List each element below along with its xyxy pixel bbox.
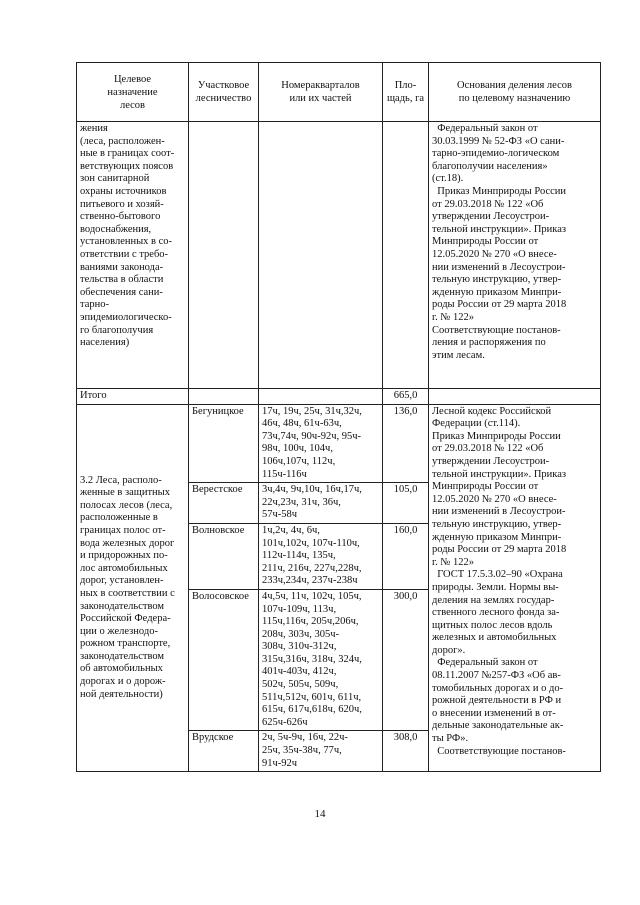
text-line: (ст.18). xyxy=(432,173,464,185)
text-line: 211ч, 216ч, 227ч,228ч, xyxy=(262,562,362,574)
text-line: ных в соответствии с xyxy=(80,587,175,599)
text-line: обеспечения сани- xyxy=(80,286,163,298)
text-line: Приказ Минприроды России xyxy=(432,430,561,442)
continuation-district xyxy=(189,122,259,389)
text-line: лесничество xyxy=(195,93,252,104)
text-line: жденную приказом Минпри- xyxy=(432,531,562,543)
text-line: Целевое xyxy=(113,73,152,85)
text-line: от 29.03.2018 № 122 «Об xyxy=(432,198,544,210)
text-line: 2ч, 5ч-9ч, 16ч, 22ч- xyxy=(262,732,348,744)
basis-paragraph xyxy=(432,123,597,186)
text-line: утверждении Лесоустрои- xyxy=(432,455,550,467)
text-line: 401ч-403ч, 412ч, xyxy=(262,666,337,678)
text-line: 08.11.2007 №257-ФЗ «Об ав- xyxy=(432,670,561,682)
text-line: ваниями законода- xyxy=(80,261,164,273)
text-line: полосах лесов (леса, xyxy=(80,499,173,511)
text-line: г. № 122» xyxy=(432,311,475,323)
text-line: эпидемиологическо- xyxy=(80,311,172,323)
continuation-area xyxy=(383,122,429,389)
text-line: роды России от 29 марта 2018 xyxy=(432,544,567,556)
text-line: вода железных дорог xyxy=(80,537,175,549)
text-line: 101ч,102ч, 107ч-110ч, xyxy=(262,537,360,549)
text-line: го благополучия xyxy=(80,324,154,336)
text-line: дельные законодательные ак- xyxy=(432,720,564,732)
table-header-row xyxy=(77,63,601,122)
text-line: зон санитарной xyxy=(80,173,150,185)
text-line: 115ч-116ч xyxy=(262,468,307,480)
district-name: Бегуницкое xyxy=(189,404,259,483)
header-area xyxy=(383,63,429,122)
text-line: от 29.03.2018 № 122 «Об xyxy=(432,443,544,455)
quarter-list xyxy=(259,404,383,483)
text-line: ственно-бытового xyxy=(80,211,161,223)
total-label: Итого xyxy=(77,389,189,405)
total-quarters xyxy=(259,389,383,405)
text-line: назначение xyxy=(107,86,158,98)
area-value: 300,0 xyxy=(383,589,429,731)
text-line: ГОСТ 17.5.3.02–90 «Охрана xyxy=(432,569,563,581)
text-line: Минприроды России от xyxy=(432,236,539,248)
text-line: тельства в области xyxy=(80,274,164,286)
text-line: щадь, га xyxy=(386,93,425,104)
text-line: тельную инструкцию, утвер- xyxy=(432,274,562,286)
header-basis xyxy=(429,63,601,122)
district-name: Врудское xyxy=(189,731,259,772)
text-line: 12.05.2020 № 270 «О внесе- xyxy=(432,248,557,260)
text-line: 91ч-92ч xyxy=(262,757,298,769)
text-line: о внесении изменений в от- xyxy=(432,707,556,719)
text-line: лесов xyxy=(119,99,146,111)
text-line: или их частей xyxy=(289,93,352,104)
continuation-basis xyxy=(429,122,601,389)
text-line: тарно-эпидемио-логическом xyxy=(432,148,560,160)
text-line: рожной деятельности в РФ и xyxy=(432,695,562,707)
text-line: тельной инструкции». Приказ xyxy=(432,468,567,480)
area-value: 105,0 xyxy=(383,483,429,524)
text-line: Приказ Минприроды России xyxy=(432,185,567,197)
area-value: 308,0 xyxy=(383,731,429,772)
district-name: Волосовское xyxy=(189,589,259,731)
text-line: об автомобильных xyxy=(80,663,163,675)
header-quarters xyxy=(259,63,383,122)
text-line: 625ч-626ч xyxy=(262,716,308,728)
section-basis xyxy=(429,404,601,772)
total-row xyxy=(77,389,601,405)
forest-purpose-table xyxy=(76,62,601,772)
text-line: законодательством xyxy=(80,650,165,662)
text-line: нии изменений в Лесоустрои- xyxy=(432,261,566,273)
text-line: дорогах и о дорож- xyxy=(80,676,166,688)
text-line: 115ч,116ч, 205ч,206ч, xyxy=(262,616,359,628)
district-name: Верестское xyxy=(189,483,259,524)
text-line: тельную инструкцию, утвер- xyxy=(432,518,562,530)
text-line: деления на землях государ- xyxy=(432,594,555,606)
text-line: жденную приказом Минпри- xyxy=(432,286,562,298)
text-line: 4ч,5ч, 11ч, 102ч, 105ч, xyxy=(262,590,362,602)
text-line: Минприроды России от xyxy=(432,481,539,493)
text-line: 12.05.2020 № 270 «О внесе- xyxy=(432,493,557,505)
text-line: тельной инструкции». Приказ xyxy=(432,223,567,235)
text-line: 208ч, 303ч, 305ч- xyxy=(262,628,340,640)
text-line: ные в границах соот- xyxy=(80,148,175,160)
text-line: Федеральный закон от xyxy=(432,123,538,134)
quarter-list xyxy=(259,483,383,524)
text-line: Пло- xyxy=(394,80,417,91)
text-line: томобильных дорогах и о до- xyxy=(432,682,564,694)
quarter-list xyxy=(259,523,383,589)
total-area: 665,0 xyxy=(383,389,429,405)
text-line: щитных полос лесов вдоль xyxy=(432,619,553,631)
district-name: Волновское xyxy=(189,523,259,589)
text-line: 73ч,74ч, 90ч-92ч, 95ч- xyxy=(262,430,362,442)
text-line: Участковое xyxy=(197,80,250,91)
text-line: Федеральный закон от xyxy=(432,657,538,669)
continuation-purpose xyxy=(77,122,189,389)
text-line: 315ч,316ч, 318ч, 324ч, xyxy=(262,653,362,665)
text-line: населения) xyxy=(80,337,130,349)
text-line: тарно- xyxy=(80,299,109,311)
text-line: ответствии с требо- xyxy=(80,248,169,260)
text-line: границах полос от- xyxy=(80,524,166,536)
text-line: Российской Федера- xyxy=(80,613,171,625)
text-line: 30.03.1999 № 52-ФЗ «О сани- xyxy=(432,135,565,147)
text-line: 3.2 Леса, располо- xyxy=(80,474,162,486)
text-line: ной деятельности) xyxy=(80,688,163,700)
basis-paragraph xyxy=(432,569,597,657)
text-line: установленных в со- xyxy=(80,236,173,248)
text-line: лос автомобильных xyxy=(80,562,168,574)
text-line: охраны источников xyxy=(80,185,167,197)
text-line: Основания деления лесов xyxy=(457,80,572,91)
text-line: Лесной кодекс Российской xyxy=(432,405,552,417)
text-line: 1ч,2ч, 4ч, 6ч, xyxy=(262,524,320,536)
text-line: 3ч,4ч, 9ч,10ч, 16ч,17ч, xyxy=(262,484,362,496)
text-line: ственного лесного фонда за- xyxy=(432,607,560,619)
quarter-list xyxy=(259,731,383,772)
total-district xyxy=(189,389,259,405)
text-line: благополучии населения» xyxy=(432,160,548,172)
text-line: водоснабжения, xyxy=(80,223,152,235)
text-line: расположенные в xyxy=(80,512,158,524)
text-line: 106ч,107ч, 112ч, xyxy=(262,455,336,467)
text-line: утверждении Лесоустрои- xyxy=(432,211,550,223)
header-district xyxy=(189,63,259,122)
text-line: 308ч, 310ч-312ч, xyxy=(262,641,337,653)
text-line: женные в защитных xyxy=(80,487,170,499)
text-line: 98ч, 100ч, 104ч, xyxy=(262,443,333,455)
text-line: нии изменений в Лесоустрои- xyxy=(432,506,566,518)
text-line: законодательством xyxy=(80,600,165,612)
text-line: 22ч,23ч, 31ч, 36ч, xyxy=(262,496,341,508)
total-basis xyxy=(429,389,601,405)
text-line: 46ч, 48ч, 61ч-63ч, xyxy=(262,418,342,430)
text-line: 511ч,512ч, 601ч, 611ч, xyxy=(262,691,362,703)
quarter-list xyxy=(259,589,383,731)
basis-paragraph xyxy=(432,746,597,759)
text-line: природы. Земли. Нормы вы- xyxy=(432,581,559,593)
table-row xyxy=(77,404,601,483)
text-line: ветствующих поясов xyxy=(80,160,174,172)
text-line: 502ч, 505ч, 509ч, xyxy=(262,679,339,691)
text-line: железных и автомобильных xyxy=(432,632,557,644)
text-line: Соответствующие постанов- xyxy=(432,745,566,757)
text-line: ления и распоряжения по xyxy=(432,337,546,349)
text-line: 107ч-109ч, 113ч, xyxy=(262,603,337,615)
basis-paragraph xyxy=(432,186,597,362)
text-line: 112ч-114ч, 135ч, xyxy=(262,550,336,562)
text-line: Федерации (ст.114). xyxy=(432,418,521,430)
text-line: 25ч, 35ч-38ч, 77ч, xyxy=(262,745,342,757)
text-line: дорог, установлен- xyxy=(80,575,164,587)
text-line: ты РФ». xyxy=(432,733,469,745)
text-line: Соответствующие постанов- xyxy=(432,324,561,336)
text-line: питьевого и хозяй- xyxy=(80,198,164,210)
text-line: жения xyxy=(80,123,108,134)
text-line: (леса, расположен- xyxy=(80,135,165,147)
text-line: 233ч,234ч, 237ч-238ч xyxy=(262,575,358,587)
basis-paragraph xyxy=(432,657,597,745)
text-line: г. № 122» xyxy=(432,556,475,568)
area-value: 160,0 xyxy=(383,523,429,589)
text-line: 615ч, 617ч,618ч, 620ч, xyxy=(262,704,362,716)
text-line: 17ч, 19ч, 25ч, 31ч,32ч, xyxy=(262,405,362,417)
text-line: роды России от 29 марта 2018 xyxy=(432,299,567,311)
text-line: этим лесам. xyxy=(432,349,485,361)
text-line: ции о железнодо- xyxy=(80,625,158,637)
continuation-row xyxy=(77,122,601,389)
text-line: Номеракварталов xyxy=(281,80,360,91)
header-purpose xyxy=(77,63,189,122)
page-number: 14 xyxy=(314,808,326,820)
basis-paragraph xyxy=(432,406,597,570)
text-line: дорог». xyxy=(432,644,466,656)
text-line: 57ч-58ч xyxy=(262,509,298,521)
section-purpose xyxy=(77,404,189,772)
text-line: рожном транспорте, xyxy=(80,638,171,650)
area-value: 136,0 xyxy=(383,404,429,483)
continuation-quarters xyxy=(259,122,383,389)
text-line: по целевому назначению xyxy=(458,93,571,104)
text-line: и придорожных по- xyxy=(80,550,168,562)
